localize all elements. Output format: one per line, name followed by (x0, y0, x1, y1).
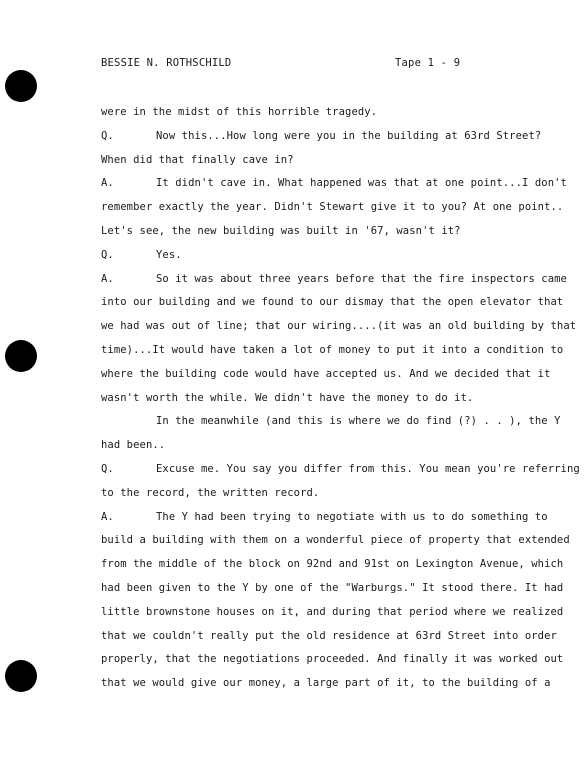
page-header (101, 57, 546, 69)
line-text: that we couldn't really put the old residence at 63rd Street into order (101, 629, 557, 642)
transcript-line (101, 601, 564, 625)
transcript-line (101, 506, 546, 530)
transcript-line (101, 196, 564, 220)
line-text: Let's see, the new building was built in '67, wasn't it? (101, 224, 461, 237)
transcript-line (101, 577, 564, 601)
transcript-line (101, 101, 546, 125)
line-text: Yes. (156, 248, 182, 261)
line-text: Now this...How long were you in the building at 63rd Street? (156, 129, 542, 142)
speaker-label: Q. (101, 462, 114, 475)
binder-hole-top (5, 70, 37, 102)
transcript-line (101, 458, 580, 482)
line-text: time)...It would have taken a lot of money to put it into a condition to (101, 343, 564, 356)
line-text: where the building code would have accepted us. And we decided that it (101, 367, 551, 380)
binder-hole-bottom (5, 660, 37, 692)
transcript-line (101, 387, 546, 411)
transcript-line (101, 339, 564, 363)
line-text: build a building with them on a wonderful piece of property that extended (101, 534, 570, 547)
transcript-line (101, 553, 564, 577)
line-text: Excuse me. You say you differ from this. You mean you're referring (156, 462, 580, 475)
tape-number: Tape 1 - 9 (395, 57, 461, 69)
transcript-line (101, 291, 564, 315)
line-text: to the record, the written record. (101, 486, 320, 499)
binder-hole-middle (5, 340, 37, 372)
line-text: were in the midst of this horrible tragedy. (101, 106, 378, 118)
transcript-line (101, 149, 546, 173)
transcript-line (101, 363, 551, 387)
transcript-line (101, 482, 546, 506)
line-text: When did that finally cave in? (101, 153, 294, 166)
line-text: remember exactly the year. Didn't Stewart give it to you? At one point.. (101, 201, 564, 214)
transcript-line (101, 625, 557, 649)
transcript-line (101, 672, 551, 696)
line-text: wasn't worth the while. We didn't have the money to do it. (101, 391, 474, 404)
transcript-line (101, 434, 546, 458)
line-text: had been.. (101, 439, 166, 452)
line-text: we had was out of line; that our wiring....(it was an old building by that (101, 320, 577, 333)
line-text: In the meanwhile (and this is where we do find (?) . . ), the Y (156, 415, 561, 428)
transcript-line (101, 410, 561, 434)
transcript-line (101, 125, 546, 149)
line-text: had been given to the Y by one of the "Warburgs." It stood there. It had (101, 581, 564, 594)
transcript-line (101, 268, 567, 292)
line-text: properly, that the negotiations proceeded. And finally it was worked out (101, 653, 564, 666)
line-text: into our building and we found to our dismay that the open elevator that (101, 296, 564, 309)
transcript-line (101, 172, 567, 196)
line-text: little brownstone houses on it, and during that period where we realized (101, 605, 564, 618)
speaker-label: Q. (101, 248, 114, 261)
speaker-label: A. (101, 510, 114, 523)
transcript-line (101, 315, 577, 339)
line-text: from the middle of the block on 92nd and 91st on Lexington Avenue, which (101, 558, 564, 571)
line-text: It didn't cave in. What happened was that at one point...I don't (156, 177, 567, 190)
line-text: So it was about three years before that the fire inspectors came (156, 272, 567, 285)
speaker-label: Q. (101, 129, 114, 142)
transcript-line (101, 244, 546, 268)
line-text: The Y had been trying to negotiate with us to do something to (156, 510, 548, 523)
line-text: that we would give our money, a large part of it, to the building of a (101, 677, 551, 690)
speaker-label: A. (101, 272, 114, 285)
transcript-line (101, 220, 546, 244)
transcript-line (101, 648, 564, 672)
speaker-label: A. (101, 177, 114, 190)
interviewee-name: BESSIE N. ROTHSCHILD (101, 57, 232, 69)
transcript-body (101, 101, 580, 696)
transcript-line (101, 529, 570, 553)
